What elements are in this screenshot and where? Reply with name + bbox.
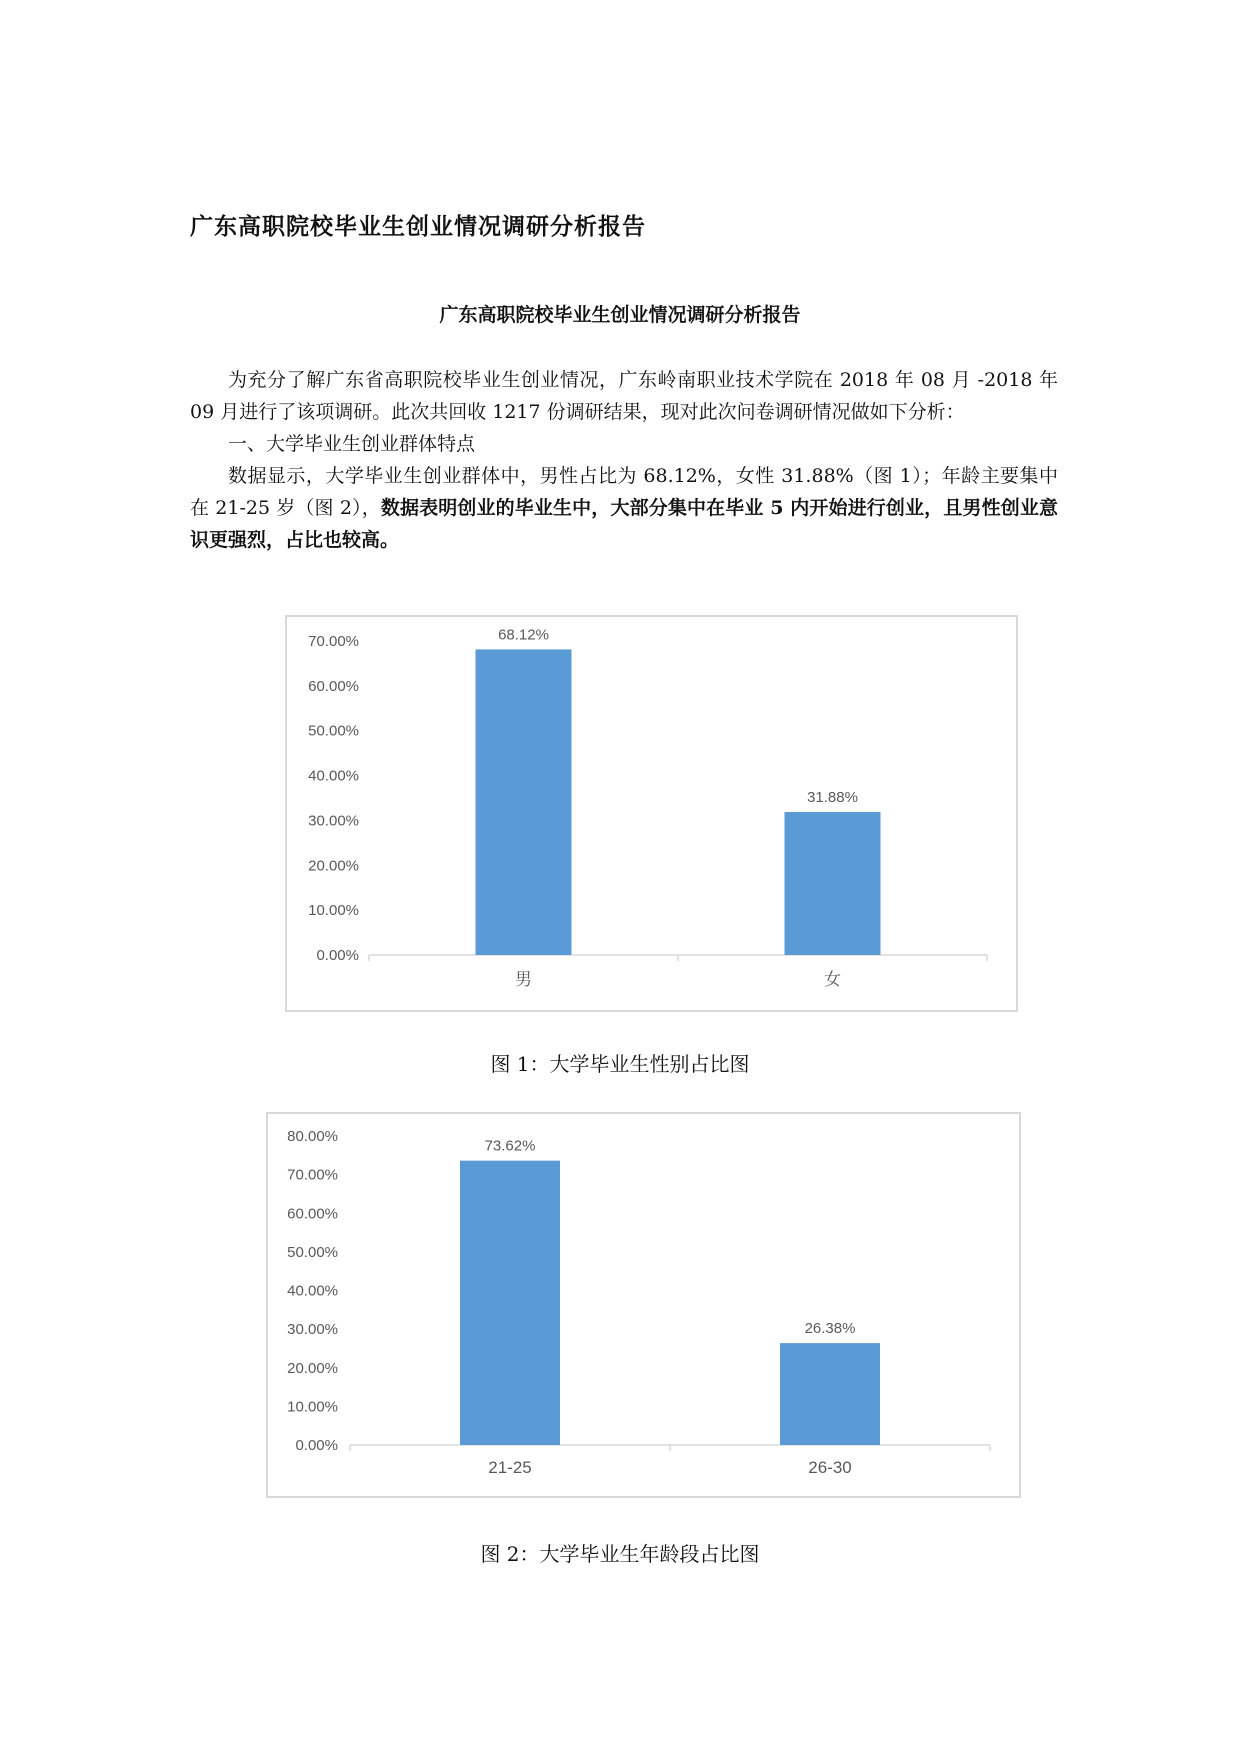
bar-女 — [785, 812, 881, 955]
bar-value-label: 31.88% — [807, 788, 858, 806]
report-title: 广东高职院校毕业生创业情况调研分析报告 — [439, 304, 801, 326]
figure-1-caption: 图 1：大学毕业生性别占比图 — [490, 1052, 750, 1076]
y-tick-label: 70.00% — [287, 1166, 338, 1184]
y-tick-label: 20.00% — [308, 857, 359, 875]
gender-chart-svg — [287, 617, 1016, 1010]
section-paragraph — [190, 460, 1058, 556]
bar-value-label: 26.38% — [804, 1320, 856, 1338]
x-category-label: 21-25 — [488, 1458, 532, 1477]
document-heading: 广东高职院校毕业生创业情况调研分析报告 — [190, 213, 646, 240]
y-tick-label: 40.00% — [287, 1282, 338, 1300]
y-tick-label: 30.00% — [308, 812, 359, 830]
y-tick-label: 50.00% — [308, 722, 359, 740]
y-tick-label: 70.00% — [308, 633, 359, 650]
y-tick-label: 50.00% — [287, 1243, 338, 1261]
y-tick-label: 60.00% — [308, 677, 359, 695]
figure-2-caption: 图 2：大学毕业生年龄段占比图 — [480, 1542, 760, 1566]
intro-paragraph: 为充分了解广东省高职院校毕业生创业情况，广东岭南职业技术学院在 2018 年 08 月 -2018 年 09 月进行了该项调研。此次共回收 1217 份调研结果，现对此次问卷调研情况做如下分析： — [190, 369, 1058, 423]
y-tick-label: 30.00% — [287, 1321, 338, 1339]
y-tick-label: 80.00% — [287, 1128, 338, 1145]
gender-bar-chart — [285, 615, 1018, 1012]
y-tick-label: 10.00% — [308, 902, 359, 920]
y-tick-label: 40.00% — [308, 767, 359, 785]
y-tick-label: 60.00% — [287, 1205, 338, 1223]
bar-26-30 — [780, 1343, 880, 1445]
section-bold-text: 数据表明创业的毕业生中，大部分集中在毕业 5 内开始进行创业，且男性创业意识更强烈，占比也较高。 — [190, 497, 1058, 551]
bar-value-label: 73.62% — [484, 1137, 536, 1155]
age-chart-svg — [268, 1114, 1019, 1496]
x-category-label: 男 — [515, 970, 532, 989]
report-body — [190, 364, 1058, 556]
bar-21-25 — [460, 1161, 560, 1445]
y-tick-label: 10.00% — [287, 1398, 338, 1416]
y-tick-label: 20.00% — [287, 1359, 338, 1377]
x-category-label: 26-30 — [808, 1458, 852, 1477]
x-category-label: 女 — [824, 970, 841, 989]
y-tick-label: 0.00% — [316, 947, 359, 964]
section-heading: 一、大学毕业生创业群体特点 — [228, 433, 476, 455]
age-bar-chart — [266, 1112, 1021, 1498]
section-text: 数据显示，大学毕业生创业群体中，男性占比为 68.12%，女性 31.88%（图 1）；年龄主要集中在 21-25 岁（图 2）， — [190, 465, 1058, 519]
y-tick-label: 0.00% — [295, 1437, 338, 1454]
bar-value-label: 68.12% — [498, 626, 549, 644]
bar-男 — [476, 649, 572, 955]
